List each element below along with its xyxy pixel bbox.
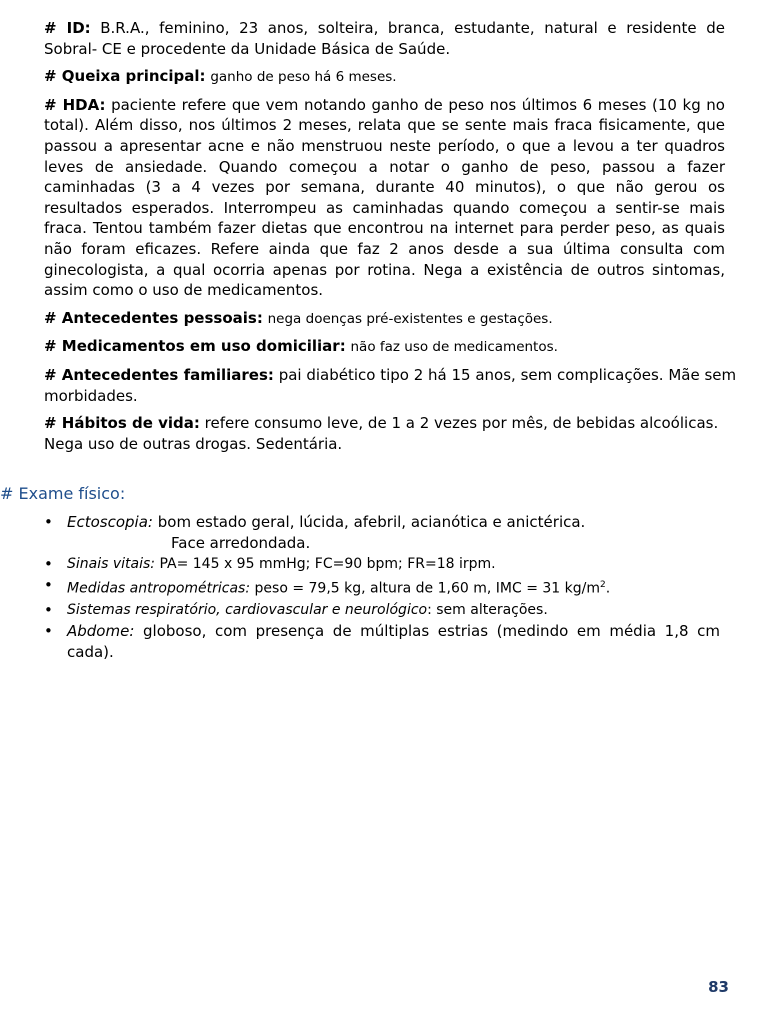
hda-text: paciente refere que vem notando ganho de peso nos últimos 6 meses (10 kg no total). Além disso, nos últimos 2 meses, relata que se sente mais fraca fisicamente, que passou a apresentar acne e não menstruou neste período, o que a levou a ter quadros leves de ansiedade. Quando começou a notar o ganho de peso, passou a fazer caminhadas (3 a 4 vezes por semana, durante 40 minutos), o que não gerou os resultados esperados. Interrompeu as caminhadas quando começou a sentir-se mais fraca. Tentou também fazer dietas que encontrou na internet para perder peso, as quais não foram eficazes. Refere ainda que faz 2 anos desde a sua última consulta com ginecologista, a qual ocorria apenas por rotina. Nega a existência de outros sintomas, assim como o uso de medicamentos. — [44, 95, 725, 300]
item-text: bom estado geral, lúcida, afebril, acianótica e anictérica. — [157, 513, 586, 531]
list-item-sistemas — [44, 600, 720, 621]
medicamentos-label: # Medicamentos em uso domiciliar: — [44, 337, 346, 356]
superscript: 2 — [600, 580, 606, 590]
pessoais-label: # Antecedentes pessoais: — [44, 308, 263, 327]
medicamentos-text: não faz uso de medicamentos. — [350, 339, 558, 356]
bullet-icon: • — [44, 621, 53, 640]
item-label: Ectoscopia: — [67, 513, 153, 531]
familiares-text: pai diabético tipo 2 há 15 anos, sem complicações. Mãe sem morbidades. — [44, 365, 737, 405]
item-label: Sinais vitais: — [67, 556, 156, 572]
item-text: : sem alterações. — [427, 601, 548, 618]
item-text: globoso, com presença de múltiplas estrias (medindo em média 1,8 cm cada). — [67, 621, 720, 661]
list-item-sinais-vitais — [44, 554, 720, 575]
item-label: Medidas antropométricas: — [67, 580, 251, 597]
id-label: # ID: — [44, 19, 91, 37]
queixa-text: ganho de peso há 6 meses. — [210, 69, 397, 86]
bullet-icon: • — [44, 555, 53, 573]
id-paragraph — [44, 18, 725, 59]
hda-paragraph — [44, 95, 725, 301]
page-number: 83 — [708, 978, 729, 996]
list-item-ectoscopia — [44, 512, 720, 554]
queixa-label: # Queixa principal: — [44, 67, 206, 86]
bullet-icon: • — [44, 513, 53, 531]
pessoais-text: nega doenças pré-existentes e gestações. — [267, 310, 553, 327]
item-text: peso = 79,5 kg, altura de 1,60 m, IMC = 31 kg/m — [254, 580, 600, 597]
familiares-label: # Antecedentes familiares: — [44, 365, 274, 384]
familiares-paragraph — [44, 365, 749, 406]
habitos-label: # Hábitos de vida: — [44, 414, 200, 433]
exame-heading: # Exame físico: — [0, 484, 126, 503]
list-item-abdome — [44, 621, 720, 663]
bullet-icon: • — [44, 576, 53, 594]
pessoais-paragraph — [44, 308, 725, 330]
item-label: Sistemas respiratório, cardiovascular e neurológico — [67, 601, 428, 618]
item-text-continued: Face arredondada. — [171, 534, 311, 552]
item-text-end: . — [605, 580, 611, 597]
habitos-text: refere consumo leve, de 1 a 2 vezes por mês, de bebidas alcoólicas. Nega uso de outras drogas. Sedentária. — [44, 414, 719, 453]
id-text: B.R.A., feminino, 23 anos, solteira, branca, estudante, natural e residente de Sobral- CE e procedente da Unidade Básica de Saúde. — [44, 19, 725, 58]
queixa-paragraph — [44, 66, 725, 88]
item-text: PA= 145 x 95 mmHg; FC=90 bpm; FR=18 irpm. — [159, 556, 496, 572]
hda-label: # HDA: — [44, 95, 106, 114]
item-label: Abdome: — [67, 621, 135, 640]
list-item-medidas — [44, 575, 720, 600]
medicamentos-paragraph — [44, 336, 725, 358]
case-history — [44, 18, 737, 461]
exame-list — [44, 512, 720, 663]
bullet-icon: • — [44, 600, 53, 619]
habitos-paragraph — [44, 413, 725, 454]
